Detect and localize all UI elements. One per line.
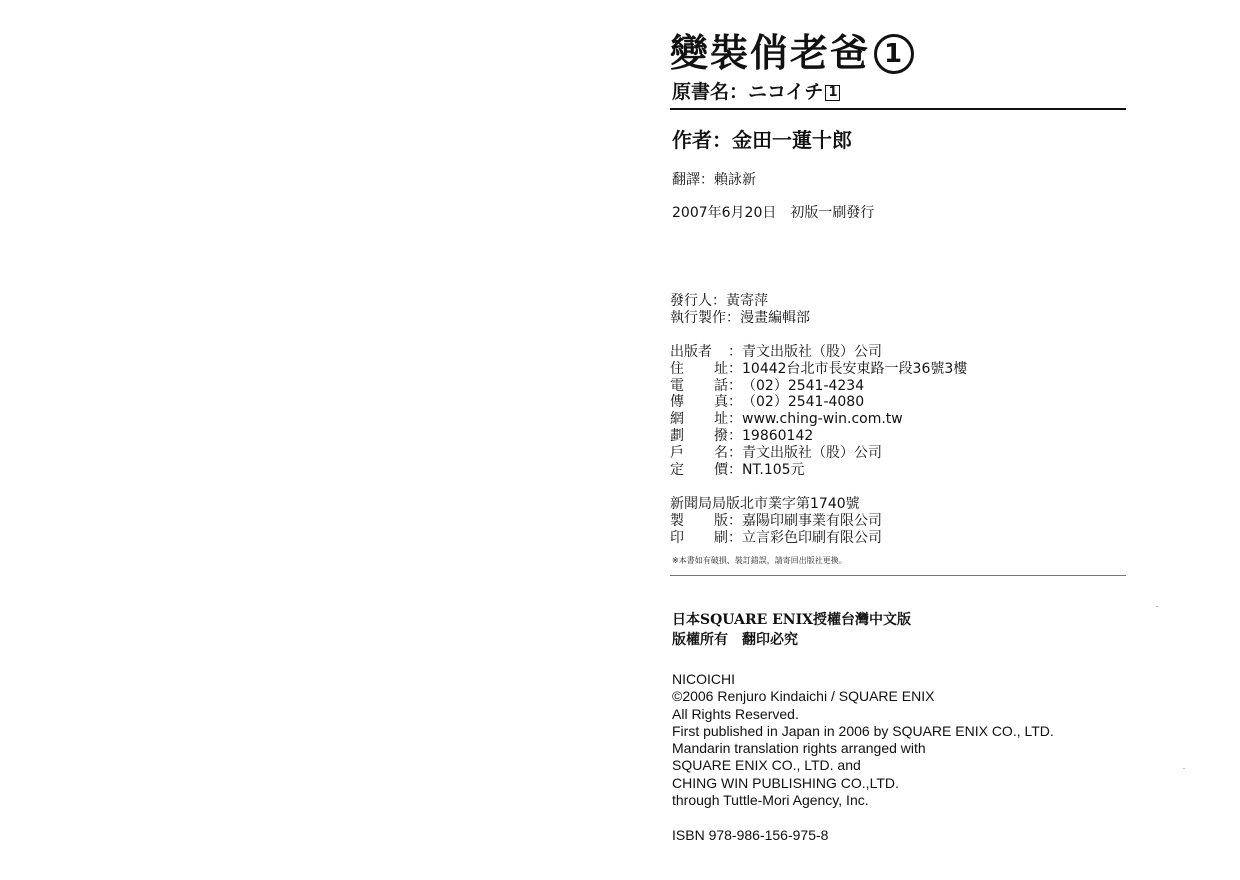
separator: ： xyxy=(728,411,742,428)
separator: ： xyxy=(728,444,742,461)
authorization-notice xyxy=(672,610,911,650)
english-line: NICOICHI xyxy=(672,671,735,687)
copyright-reserved-line: 版權所有 翻印必究 xyxy=(672,632,798,648)
publisher-row xyxy=(670,445,967,462)
authorization-line: 日本SQUARE ENIX授權台灣中文版 xyxy=(672,612,912,628)
english-line: First published in Japan in 2006 by SQUARE ENIX CO., LTD. xyxy=(672,722,1054,739)
english-line: Mandarin translation rights arranged with xyxy=(672,740,926,757)
staff-row xyxy=(670,310,810,327)
english-line: CHING WIN PUBLISHING CO.,LTD. xyxy=(672,774,899,791)
registration-line: 新聞局局版北市業字第1740號 xyxy=(670,496,860,512)
production-value: 嘉陽印刷事業有限公司 xyxy=(742,512,882,529)
separator: ： xyxy=(728,427,742,444)
publisher-value: （02）2541-4234 xyxy=(742,377,865,394)
english-line: SQUARE ENIX CO., LTD. and xyxy=(672,757,861,774)
staff-row xyxy=(670,293,810,310)
volume-number-badge: 1 xyxy=(874,34,914,74)
publisher-label: 電 話 xyxy=(670,377,728,394)
original-volume-badge: 1 xyxy=(825,85,840,101)
title-divider xyxy=(670,108,1126,110)
scan-speck xyxy=(1183,768,1185,769)
isbn-line: ISBN 978-986-156-975-8 xyxy=(672,827,829,843)
publisher-label: 定 價 xyxy=(670,461,728,478)
separator: ： xyxy=(712,293,726,309)
english-line: through Tuttle-Mori Agency, Inc. xyxy=(672,792,869,809)
publisher-row xyxy=(670,411,967,428)
english-line: All Rights Reserved. xyxy=(672,705,799,722)
publisher-block xyxy=(670,344,967,478)
publisher-value: 19860142 xyxy=(742,427,814,444)
publisher-row xyxy=(670,344,967,361)
publisher-label: 網 址 xyxy=(670,411,728,428)
staff-value: 漫畫編輯部 xyxy=(740,309,810,326)
separator: ： xyxy=(728,394,742,411)
staff-block xyxy=(670,293,810,327)
publisher-value: （02）2541-4080 xyxy=(742,394,865,411)
staff-label: 執行製作 xyxy=(670,309,726,326)
publisher-row xyxy=(670,361,967,378)
publisher-label: 住 址 xyxy=(670,360,728,377)
publisher-row xyxy=(670,428,967,445)
publisher-value: 青文出版社（股）公司 xyxy=(742,444,882,461)
publisher-row xyxy=(670,394,967,411)
separator: ： xyxy=(728,512,742,529)
separator: ： xyxy=(728,377,742,394)
publisher-row xyxy=(670,378,967,395)
publisher-value: 青文出版社（股）公司 xyxy=(742,344,882,360)
book-title-text: 變裝俏老爸 xyxy=(670,31,871,75)
book-title xyxy=(670,22,914,77)
production-block xyxy=(670,496,882,546)
production-value: 立言彩色印刷有限公司 xyxy=(742,529,882,546)
separator: ： xyxy=(728,360,742,377)
publisher-row xyxy=(670,462,967,479)
translator-line: 翻譯：賴詠新 xyxy=(672,172,756,188)
production-label: 製 版 xyxy=(670,512,728,529)
staff-label: 發行人 xyxy=(670,293,712,309)
separator: ： xyxy=(726,309,740,326)
staff-value: 黃寄萍 xyxy=(726,293,768,309)
english-line: ©2006 Renjuro Kindaichi / SQUARE ENIX xyxy=(672,688,935,705)
production-row xyxy=(670,513,882,530)
fine-print-notice: ※本書如有破損、裝訂錯誤，請寄回出版社更換。 xyxy=(672,556,847,565)
publisher-value: www.ching-win.com.tw xyxy=(742,411,903,428)
author-line: 作者：金田一蓮十郎 xyxy=(672,128,852,152)
english-copyright-block xyxy=(672,671,1054,809)
publisher-value: NT.105元 xyxy=(742,461,805,478)
separator: ： xyxy=(728,461,742,478)
edition-date: 2007年6月20日 初版一刷發行 xyxy=(672,205,875,221)
publisher-value: 10442台北市長安東路一段36號3樓 xyxy=(742,360,968,377)
scan-speck xyxy=(1156,606,1158,607)
production-label: 印 刷 xyxy=(670,529,728,546)
production-row xyxy=(670,530,882,547)
publisher-label: 劃 撥 xyxy=(670,427,728,444)
separator: ： xyxy=(728,344,742,360)
separator: ： xyxy=(728,529,742,546)
original-title-text: 原書名：ニコイチ xyxy=(672,81,824,103)
publisher-label: 戶 名 xyxy=(670,444,728,461)
publisher-label: 出版者 xyxy=(670,344,712,360)
original-title xyxy=(672,77,840,104)
publisher-label: 傳 真 xyxy=(670,394,728,411)
section-divider xyxy=(670,575,1126,576)
